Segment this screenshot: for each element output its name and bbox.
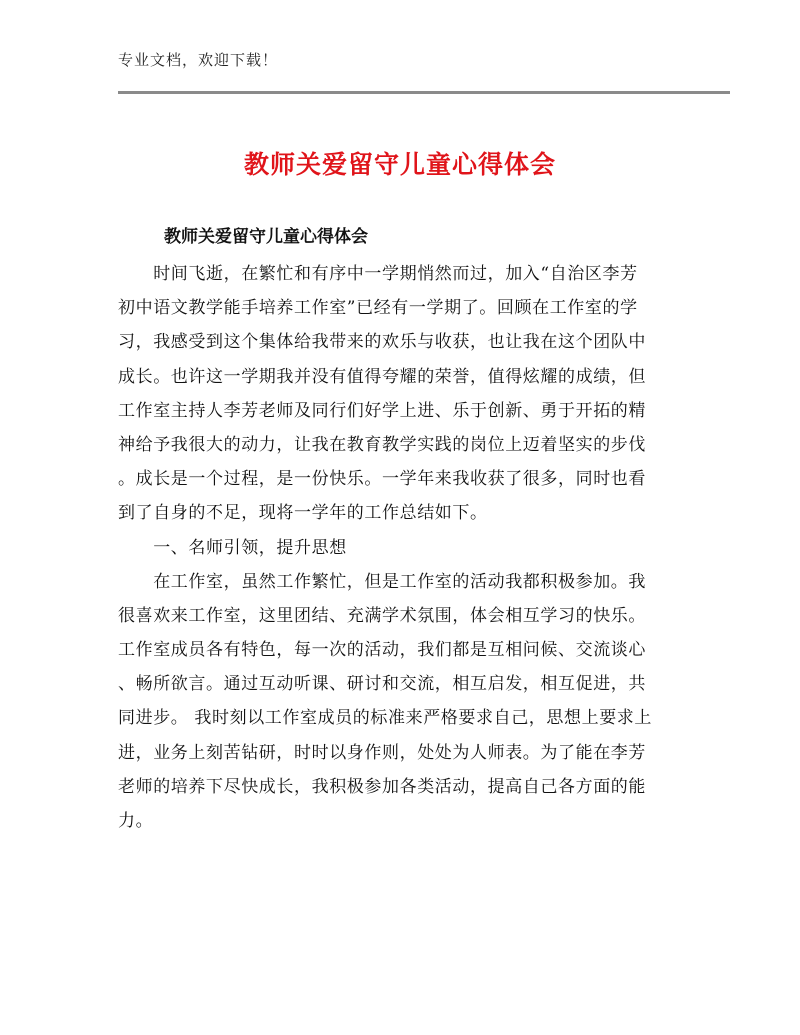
body-line: 老师的培养下尽快成长，我积极参加各类活动，提高自己各方面的能 (118, 776, 646, 797)
document-title: 教师关爱留守儿童心得体会 (243, 150, 556, 179)
body-line: 很喜欢来工作室，这里团结、充满学术氛围，体会相互学习的快乐。 (118, 605, 646, 626)
body-line: 初中语文教学能手培养工作室”已经有一学期了。回顾在工作室的学 (118, 298, 638, 319)
body-line: 进，业务上刻苦钻研，时时以身作则，处处为人师表。为了能在李芳 (118, 742, 646, 763)
body-line: 成长。也许这一学期我并没有值得夸耀的荣誉，值得炫耀的成绩，但 (118, 366, 646, 387)
document-body (118, 257, 674, 838)
body-line: 工作室成员各有特色，每一次的活动，我们都是互相问候、交流谈心 (118, 640, 646, 661)
body-line: 工作室主持人李芳老师及同行们好学上进、乐于创新、勇于开拓的精 (118, 400, 646, 421)
body-line: 时间飞逝，在繁忙和有序中一学期悄然而过，加入“自治区李芳 (118, 264, 638, 284)
document-subtitle: 教师关爱留守儿童心得体会 (164, 227, 368, 247)
body-line: 到了自身的不足，现将一学年的工作总结如下。 (118, 503, 488, 524)
header-divider (118, 91, 730, 94)
body-line: 。成长是一个过程，是一份快乐。一学年来我收获了很多，同时也看 (118, 469, 646, 490)
section-heading: 一、名师引领，提升思想 (118, 537, 347, 558)
body-line: 神给予我很大的动力，让我在教育教学实践的岗位上迈着坚实的步伐 (118, 434, 646, 455)
body-line: 力。 (118, 811, 154, 831)
body-line: 在工作室，虽然工作繁忙，但是工作室的活动我都积极参加。我 (118, 571, 646, 592)
body-line: 同进步。 我时刻以工作室成员的标准来严格要求自己，思想上要求上 (118, 708, 653, 729)
body-line: 习，我感受到这个集体给我带来的欢乐与收获，也让我在这个团队中 (118, 332, 646, 353)
page-header-text: 专业文档，欢迎下载！ (118, 51, 279, 69)
body-line: 、畅所欲言。通过互动听课、研讨和交流，相互启发，相互促进，共 (118, 674, 646, 695)
